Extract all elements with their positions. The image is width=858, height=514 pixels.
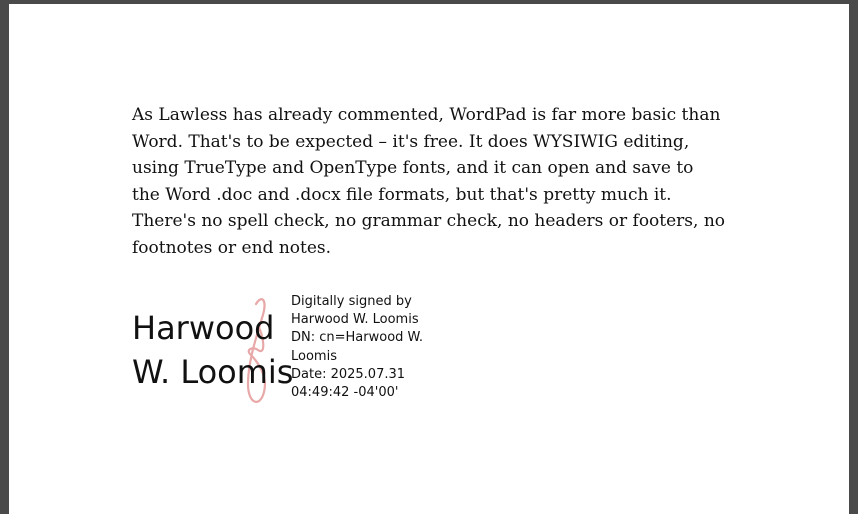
signer-name: [132, 306, 293, 394]
body-paragraph: [132, 102, 732, 262]
paragraph-line: Word. That's to be expected – it's free. It does WYSIWIG editing,: [132, 131, 690, 152]
paragraph-line: the Word .doc and .docx file formats, but that's pretty much it.: [132, 184, 672, 205]
paragraph-line: footnotes or end notes.: [132, 237, 332, 258]
signer-name-line: W. Loomis: [132, 353, 294, 391]
signature-details: [291, 293, 423, 402]
signature-detail-line: Digitally signed by: [291, 294, 412, 309]
digital-signature-field[interactable]: [130, 292, 440, 412]
signature-detail-line: 04:49:42 -04'00': [291, 385, 399, 401]
signature-detail-line: Date: 2025.07.31: [291, 366, 406, 382]
signature-detail-line: Harwood W. Loomis: [291, 312, 419, 328]
paragraph-line: using TrueType and OpenType fonts, and it can open and save to: [132, 158, 694, 179]
signature-detail-line: DN: cn=Harwood W.: [291, 330, 424, 346]
paragraph-line: There's no spell check, no grammar check, no headers or footers, no: [132, 211, 726, 232]
signature-detail-line: Loomis: [291, 348, 337, 364]
document-page: [9, 4, 849, 514]
signer-name-line: Harwood: [132, 309, 275, 347]
paragraph-line: As Lawless has already commented, WordPad is far more basic than: [132, 105, 721, 125]
